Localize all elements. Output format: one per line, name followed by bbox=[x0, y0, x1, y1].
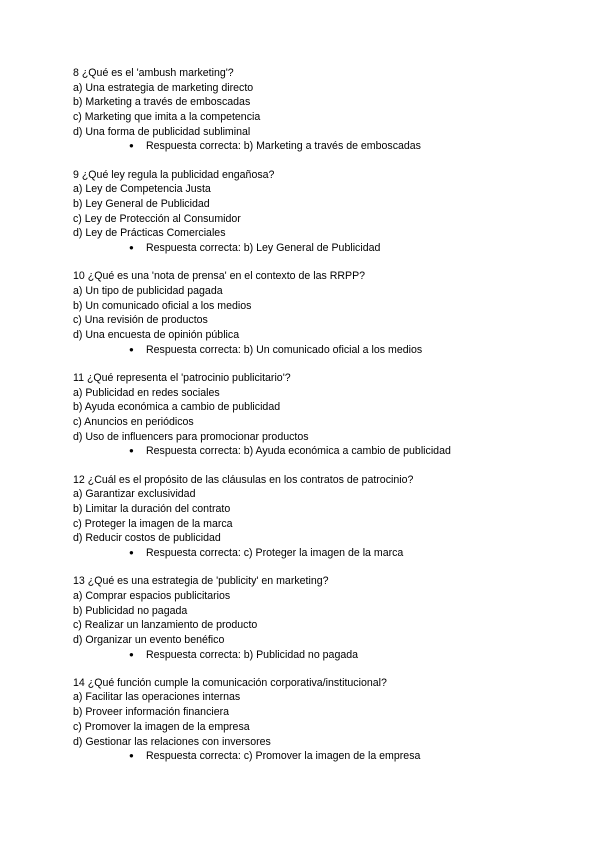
question-text: 10 ¿Qué es una 'nota de prensa' en el contexto de las RRPP? bbox=[73, 270, 366, 283]
option-b: b) Marketing a través de emboscadas bbox=[73, 96, 251, 109]
option-a: a) Comprar espacios publicitarios bbox=[73, 589, 231, 602]
bullet-icon: ● bbox=[129, 344, 134, 354]
correct-answer bbox=[73, 648, 573, 663]
option-b: b) Un comunicado oficial a los medios bbox=[73, 299, 252, 312]
correct-answer bbox=[73, 749, 573, 764]
correct-answer bbox=[73, 241, 573, 256]
correct-answer-text: Respuesta correcta: b) Ley General de Publicidad bbox=[146, 242, 381, 255]
bullet-icon: ● bbox=[129, 446, 134, 456]
option-b: b) Ley General de Publicidad bbox=[73, 198, 210, 210]
question-text: 8 ¿Qué es el 'ambush marketing'? bbox=[73, 67, 234, 79]
option-d: d) Uso de influencers para promocionar productos bbox=[73, 430, 309, 443]
option-d: d) Ley de Prácticas Comerciales bbox=[73, 227, 226, 240]
option-a: a) Un tipo de publicidad pagada bbox=[73, 284, 223, 297]
option-a: a) Facilitar las operaciones internas bbox=[73, 691, 241, 704]
option-c: c) Promover la imagen de la empresa bbox=[73, 720, 250, 733]
option-a: a) Garantizar exclusividad bbox=[73, 488, 196, 501]
option-d: d) Una encuesta de opinión pública bbox=[73, 329, 240, 341]
option-c: c) Ley de Protección al Consumidor bbox=[73, 212, 241, 225]
question-block-10 bbox=[73, 269, 573, 357]
correct-answer-text: Respuesta correcta: b) Marketing a través de emboscadas bbox=[146, 140, 421, 153]
question-block-12 bbox=[73, 473, 573, 561]
question-block-8 bbox=[73, 66, 573, 154]
question-block-11 bbox=[73, 371, 573, 459]
option-b: b) Proveer información financiera bbox=[73, 706, 230, 719]
option-c: c) Realizar un lanzamiento de producto bbox=[73, 619, 258, 632]
question-text: 13 ¿Qué es una estrategia de 'publicity' en marketing? bbox=[73, 575, 329, 588]
correct-answer-text: Respuesta correcta: c) Proteger la imagen de la marca bbox=[146, 546, 404, 559]
correct-answer bbox=[73, 343, 573, 358]
correct-answer-text: Respuesta correcta: b) Publicidad no pagada bbox=[146, 648, 359, 661]
option-d: d) Reducir costos de publicidad bbox=[73, 532, 221, 545]
option-d: d) Organizar un evento benéfico bbox=[73, 633, 225, 646]
option-c: c) Una revisión de productos bbox=[73, 314, 208, 327]
correct-answer-text: Respuesta correcta: b) Ayuda económica a cambio de publicidad bbox=[146, 445, 451, 458]
bullet-icon: ● bbox=[129, 243, 134, 253]
option-c: c) Proteger la imagen de la marca bbox=[73, 517, 233, 530]
option-b: b) Limitar la duración del contrato bbox=[73, 502, 231, 515]
bullet-icon: ● bbox=[129, 649, 134, 659]
option-d: d) Gestionar las relaciones con inversores bbox=[73, 735, 271, 748]
quiz-content bbox=[73, 66, 573, 777]
question-text: 14 ¿Qué función cumple la comunicación corporativa/institucional? bbox=[73, 676, 387, 689]
correct-answer-text: Respuesta correcta: b) Un comunicado oficial a los medios bbox=[146, 343, 423, 356]
option-b: b) Ayuda económica a cambio de publicidad bbox=[73, 401, 281, 414]
correct-answer bbox=[73, 546, 573, 561]
question-block-9 bbox=[73, 168, 573, 256]
bullet-icon: ● bbox=[129, 751, 134, 761]
correct-answer-text: Respuesta correcta: c) Promover la imagen de la empresa bbox=[146, 750, 421, 763]
question-block-14 bbox=[73, 676, 573, 764]
question-text: 11 ¿Qué representa el 'patrocinio publicitario'? bbox=[73, 371, 291, 384]
option-c: c) Anuncios en periódicos bbox=[73, 415, 194, 428]
option-a: a) Una estrategia de marketing directo bbox=[73, 81, 254, 94]
option-c: c) Marketing que imita a la competencia bbox=[73, 111, 261, 124]
option-a: a) Ley de Competencia Justa bbox=[73, 183, 211, 196]
option-b: b) Publicidad no pagada bbox=[73, 604, 188, 617]
bullet-icon: ● bbox=[129, 141, 134, 151]
question-text: 12 ¿Cuál es el propósito de las cláusulas en los contratos de patrocinio? bbox=[73, 473, 414, 486]
option-a: a) Publicidad en redes sociales bbox=[73, 386, 220, 399]
question-text: 9 ¿Qué ley regula la publicidad engañosa? bbox=[73, 168, 275, 181]
question-block-13 bbox=[73, 574, 573, 662]
option-d: d) Una forma de publicidad subliminal bbox=[73, 125, 251, 138]
correct-answer bbox=[73, 444, 573, 459]
bullet-icon: ● bbox=[129, 547, 134, 557]
correct-answer bbox=[73, 139, 573, 154]
